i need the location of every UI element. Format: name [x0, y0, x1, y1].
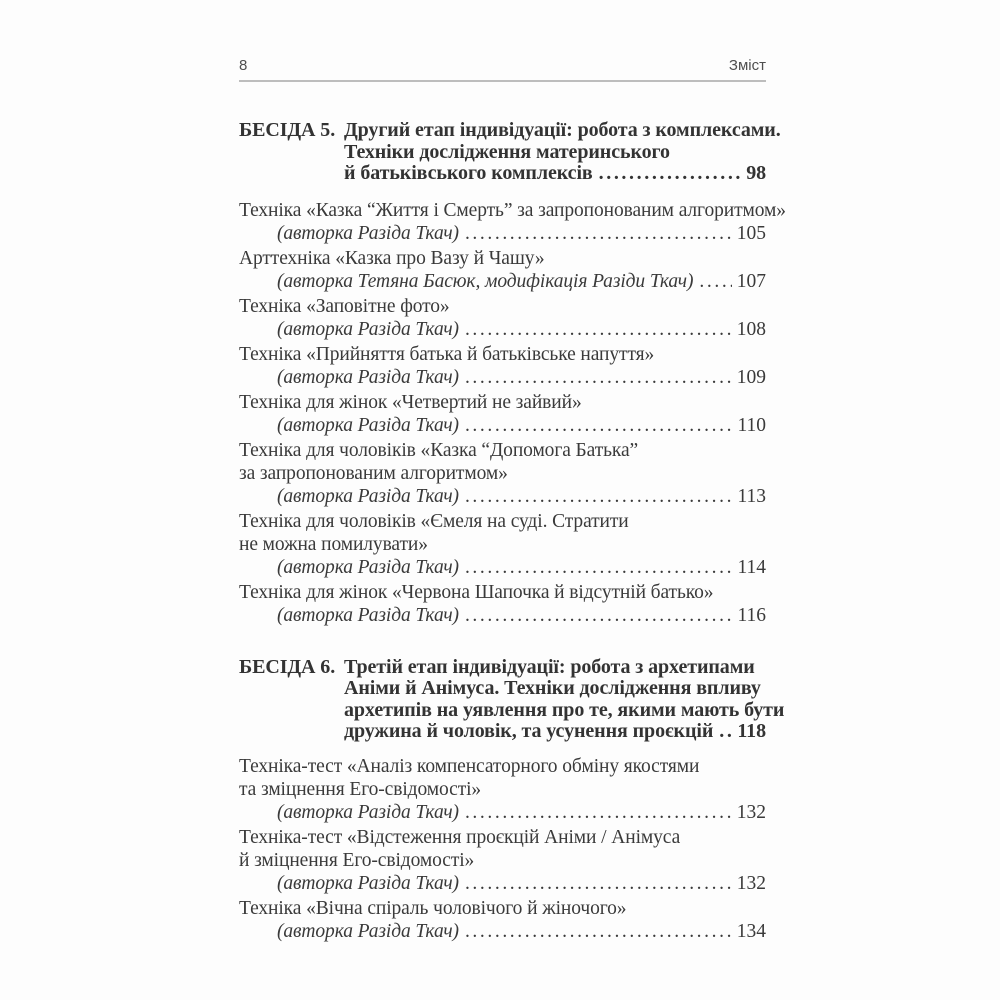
- dot-leader: [465, 920, 732, 943]
- chapter-title: [344, 655, 785, 743]
- entry-author: (авторка Разіда Ткач): [277, 366, 459, 388]
- chapter-title-line: Аніми й Анімуса. Техніки дослідження впливу: [344, 677, 761, 699]
- toc-entry: [239, 897, 766, 943]
- entry-page-number: 108: [736, 318, 766, 340]
- dot-leader: [465, 414, 733, 437]
- entry-author: (авторка Разіда Ткач): [277, 556, 459, 578]
- entry-author: (авторка Разіда Ткач): [277, 872, 459, 894]
- toc-entry: [239, 755, 766, 824]
- entry-page-number: 134: [736, 920, 766, 942]
- chapter-title-line: архетипів на уявлення про те, якими мають бути: [344, 698, 785, 721]
- dot-leader: [465, 872, 732, 895]
- entry-page-number: 114: [737, 556, 766, 578]
- entry-author: (авторка Разіда Ткач): [277, 318, 459, 340]
- entry-page-number: 110: [737, 414, 766, 436]
- dot-leader: [719, 721, 732, 743]
- running-header: [239, 57, 766, 82]
- entry-title-line: Арттехніка «Казка про Вазу й Чашу»: [239, 247, 545, 269]
- entry-author: (авторка Разіда Ткач): [277, 485, 459, 507]
- dot-leader: [465, 318, 732, 341]
- entry-title-line: Техніка «Казка “Життя і Смерть” за запропонованим алгоритмом»: [239, 199, 786, 221]
- chapter-title-line: Третій етап індивідуації: робота з архетипами: [344, 655, 755, 678]
- entry-page-number: 109: [736, 366, 766, 388]
- dot-leader: [465, 222, 732, 245]
- toc-chapter-5: [239, 119, 781, 185]
- page-number: 8: [239, 57, 248, 74]
- entry-page-number: 132: [736, 872, 766, 894]
- dot-leader: [465, 801, 732, 824]
- entry-author: (авторка Разіда Ткач): [277, 801, 459, 823]
- dot-leader: [699, 270, 731, 293]
- entry-title-line: Техніка «Прийняття батька й батьківське напуття»: [239, 343, 655, 365]
- chapter-page-number: 118: [737, 720, 766, 742]
- toc-entry: [239, 826, 766, 895]
- chapter-label: БЕСІДА 5.: [239, 119, 336, 141]
- chapter-title: [344, 119, 781, 185]
- entry-title-line: Техніка для чоловіків «Ємеля на суді. Стратити: [239, 510, 629, 532]
- entry-title-line: за запропонованим алгоритмом»: [239, 462, 508, 484]
- toc-entry: [239, 295, 766, 341]
- entry-author: (авторка Разіда Ткач): [277, 414, 459, 436]
- dot-leader: [599, 163, 742, 185]
- dot-leader: [465, 556, 733, 579]
- entry-title-line: Техніка-тест «Аналіз компенсаторного обміну якостями: [239, 755, 700, 777]
- toc-content: [239, 0, 786, 943]
- entry-title-line: Техніка «Вічна спіраль чоловічого й жіночого»: [239, 897, 627, 919]
- chapter-title-line: дружина й чоловік, та усунення проєкцій: [344, 720, 714, 742]
- dot-leader: [465, 485, 733, 508]
- entry-author: (авторка Разіда Ткач): [277, 920, 459, 942]
- entry-title-line: Техніка для жінок «Червона Шапочка й відсутній батько»: [239, 581, 714, 603]
- entry-page-number: 107: [736, 270, 766, 292]
- chapter-label: БЕСІДА 6.: [239, 655, 336, 678]
- toc-entry: [239, 199, 786, 245]
- entry-page-number: 105: [736, 222, 766, 244]
- chapter-title-line: Техніки дослідження материнського: [344, 140, 670, 163]
- entry-page-number: 132: [736, 801, 766, 823]
- entry-title-line: й зміцнення Его-свідомості»: [239, 849, 475, 871]
- toc-entry: [239, 439, 766, 508]
- chapter-title-line: Другий етап індивідуації: робота з комплексами.: [344, 119, 781, 141]
- chapter-page-number: 98: [746, 162, 766, 184]
- toc-chapter-6: [239, 655, 785, 743]
- entry-author: (авторка Разіда Ткач): [277, 222, 459, 244]
- entry-title-line: Техніка для жінок «Четвертий не зайвий»: [239, 391, 582, 413]
- entry-author: (авторка Тетяна Басюк, модифікація Разіди Ткач): [277, 270, 694, 292]
- dot-leader: [465, 366, 732, 389]
- running-title: Зміст: [728, 57, 766, 74]
- dot-leader: [465, 604, 733, 627]
- entry-title-line: не можна помилувати»: [239, 533, 428, 555]
- entry-page-number: 113: [737, 485, 766, 507]
- toc-entry: [239, 247, 766, 293]
- toc-entry: [239, 510, 766, 579]
- entry-author: (авторка Разіда Ткач): [277, 604, 459, 626]
- entry-title-line: Техніка «Заповітне фото»: [239, 295, 450, 317]
- chapter-title-line: й батьківського комплексів: [344, 162, 593, 184]
- toc-entry: [239, 581, 766, 627]
- entry-title-line: Техніка для чоловіків «Казка “Допомога Батька”: [239, 439, 639, 461]
- entry-page-number: 116: [737, 604, 766, 626]
- entry-title-line: Техніка-тест «Відстеження проєкцій Аніми / Анімуса: [239, 826, 681, 848]
- entry-title-line: та зміцнення Его-свідомості»: [239, 778, 482, 800]
- toc-entry: [239, 343, 766, 389]
- toc-entry: [239, 391, 766, 437]
